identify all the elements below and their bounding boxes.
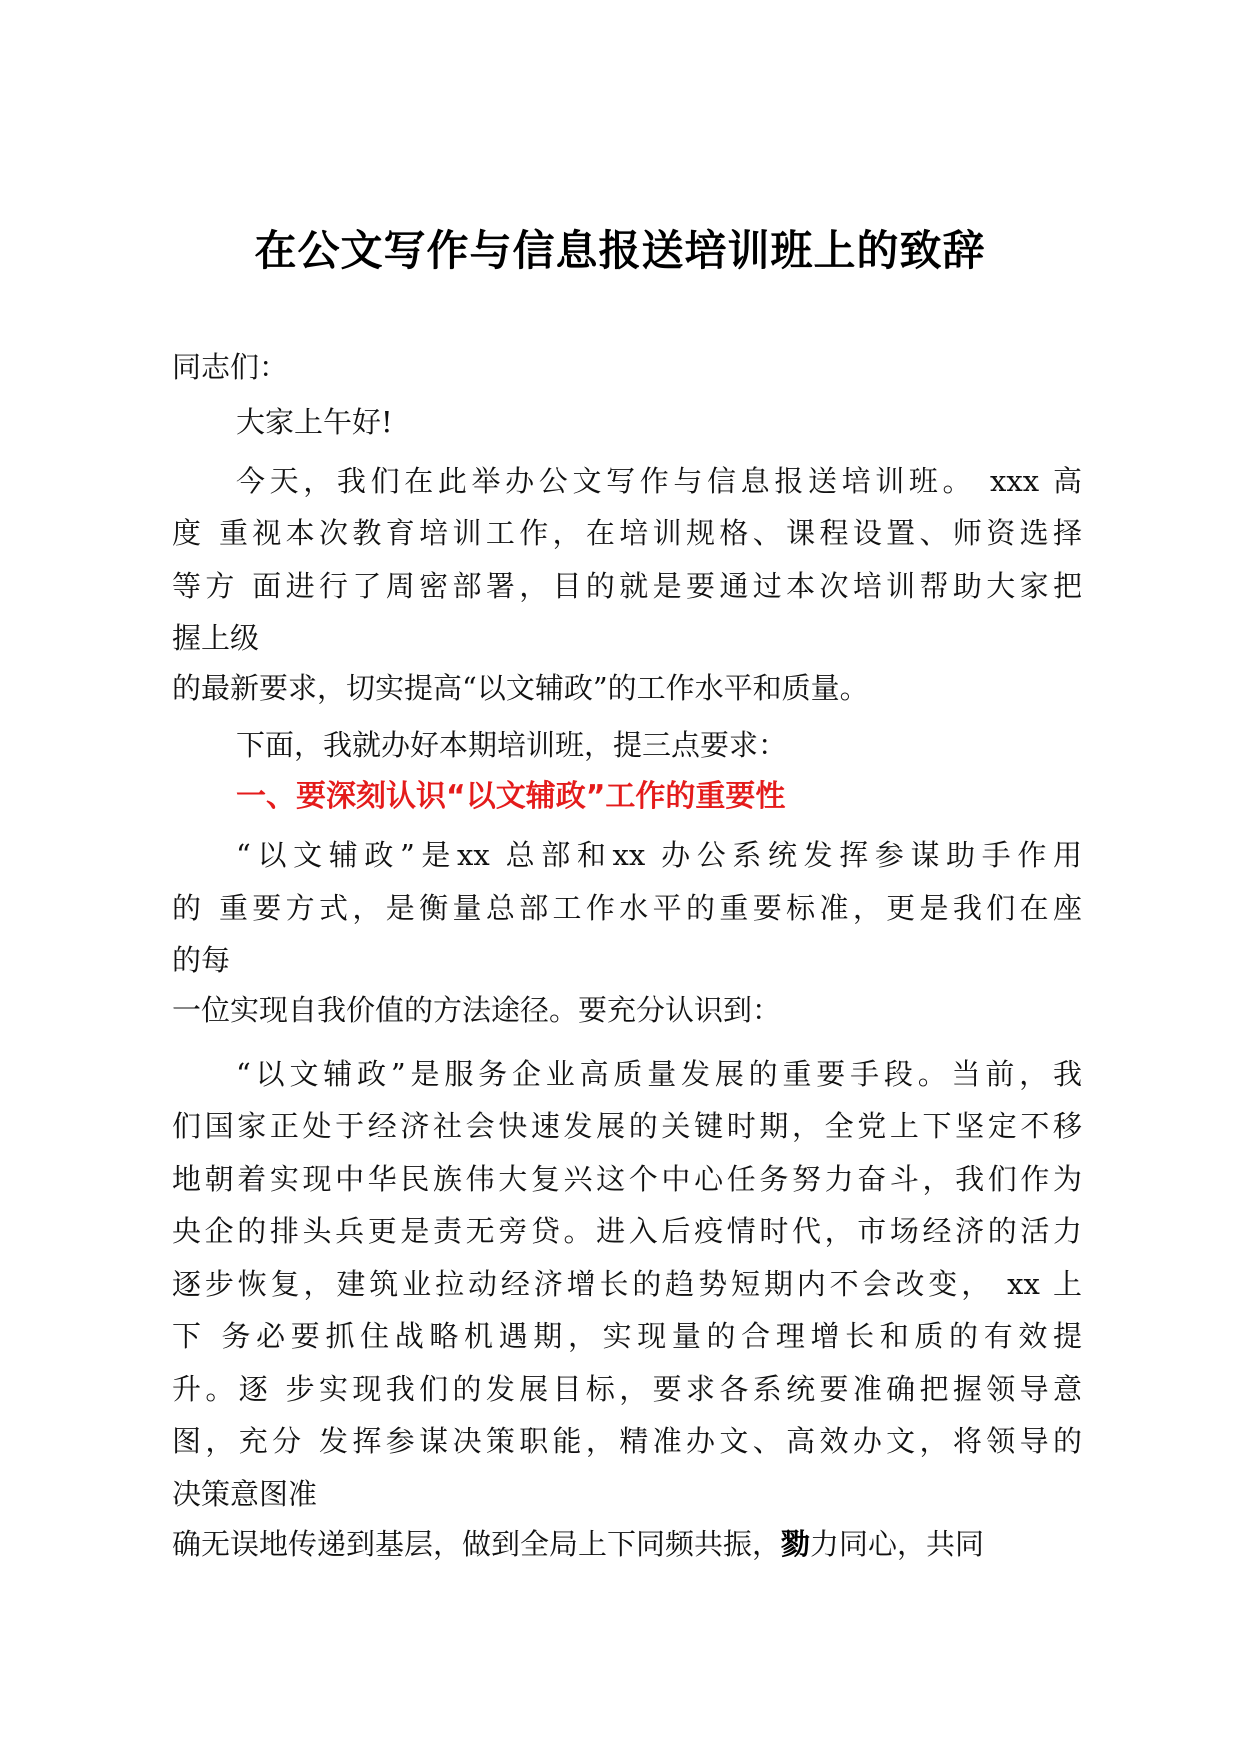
intro-line-5: 的最新要求，切实提高“以文辅政”的工作水平和质量。 (172, 671, 869, 705)
salutation: 同志们： (172, 350, 289, 384)
section-para2-line-6: 下 务必要抓住战略机遇期，实现量的合理增长和质的有效提 (172, 1319, 1082, 1353)
section-para2-line-2: 们国家正处于经济社会快速发展的关键时期，全党上下坚定不移 (172, 1109, 1082, 1143)
document-title: 在公文写作与信息报送培训班上的致辞 (254, 226, 986, 275)
section-para2-line-8: 图，充分 发挥参谋决策职能，精准办文、高效办文，将领导的 (172, 1424, 1082, 1458)
section-para1-line-1: “以文辅政”是xx 总部和xx 办公系统发挥参谋助手作用 (236, 838, 1082, 872)
section-para2-last-line (172, 1524, 1082, 1564)
section-para2-line-1: “以文辅政”是服务企业高质量发展的重要手段。当前，我 (236, 1057, 1082, 1091)
last-line-after: 力同心，共同 (810, 1527, 985, 1561)
section-para2-line-4: 央企的排头兵更是责无旁贷。进入后疫情时代，市场经济的活力 (172, 1214, 1082, 1248)
section-para2-line-5: 逐步恢复，建筑业拉动经济增长的趋势短期内不会改变， xx 上 (172, 1267, 1082, 1301)
intro-line-2: 度 重视本次教育培训工作，在培训规格、课程设置、师资选择 (172, 516, 1082, 550)
section-para1-line-2: 的 重要方式，是衡量总部工作水平的重要标准，更是我们在座 (172, 891, 1082, 925)
transition-text: 下面，我就办好本期培训班，提三点要求： (236, 728, 788, 762)
intro-line-4: 握上级 (172, 621, 260, 655)
section-para2-line-7: 升。逐 步实现我们的发展目标，要求各系统要准确把握领导意 (172, 1372, 1082, 1406)
section-para1-line-3: 的每 (172, 943, 231, 977)
last-line-bold-char: 勠 (781, 1527, 811, 1561)
intro-line-3: 等方 面进行了周密部署，目的就是要通过本次培训帮助大家把 (172, 569, 1082, 603)
intro-line-1: 今天，我们在此举办公文写作与信息报送培训班。 xxx 高 (236, 464, 1082, 498)
last-line-before: 确无误地传递到基层，做到全局上下同频共振， (172, 1527, 782, 1561)
section-para2-line-9: 决策意图准 (172, 1477, 318, 1511)
greeting: 大家上午好! (236, 405, 393, 439)
section-para1-line-4: 一位实现自我价值的方法途径。要充分认识到： (172, 993, 782, 1027)
section-para2-line-3: 地朝着实现中华民族伟大复兴这个中心任务努力奋斗，我们作为 (172, 1162, 1082, 1196)
section-heading: 一、要深刻认识“以文辅政”工作的重要性 (236, 779, 786, 814)
